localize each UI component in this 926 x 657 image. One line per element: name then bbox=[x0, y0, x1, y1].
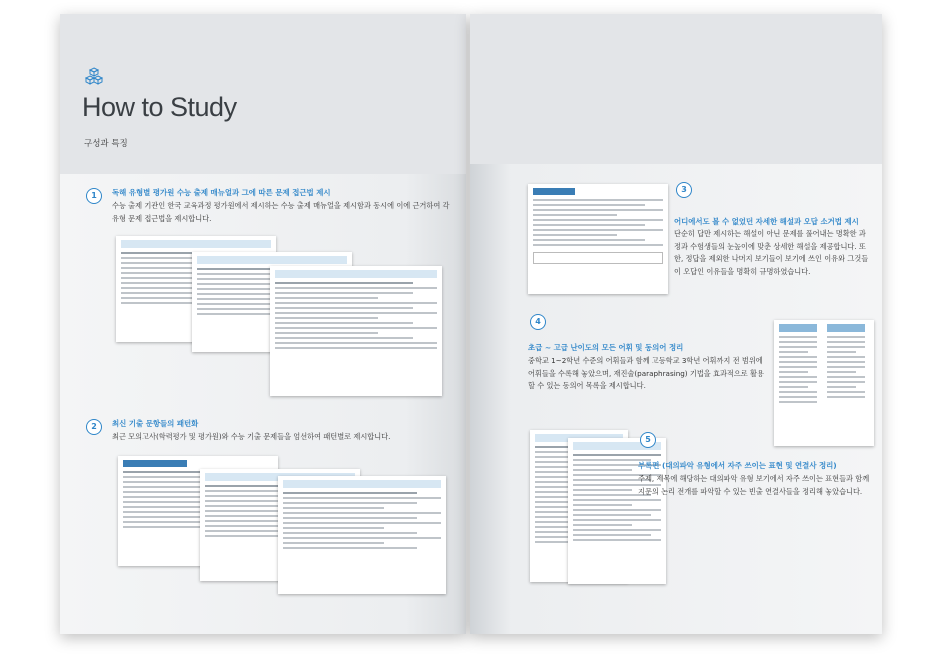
section-4-heading: 초급 ~ 고급 난이도의 모든 어휘 및 동의어 정리 bbox=[528, 343, 684, 352]
stacked-cubes-logo-icon bbox=[84, 66, 104, 92]
section-number-4: 4 bbox=[530, 314, 546, 330]
right-page bbox=[470, 14, 882, 634]
section-5-heading: 부록편 (대의파악 유형에서 자주 쓰이는 표현 및 연결사 정리) bbox=[638, 461, 837, 470]
section-2-body: 최근 모의고사(학력평가 및 평가원)와 수능 기출 문제들을 엄선하여 패턴별로 제시합니다. bbox=[112, 432, 391, 441]
section-number-2: 2 bbox=[86, 419, 102, 435]
section-2-heading: 최신 기출 문항들의 패턴화 bbox=[112, 419, 199, 428]
header-band bbox=[470, 14, 882, 164]
section-number-1: 1 bbox=[86, 188, 102, 204]
page-title: How to Study bbox=[82, 92, 237, 122]
section-1-body: 수능 출제 기관인 한국 교육과정 평가원에서 제시하는 수능 출제 매뉴얼을 제시함과 동시에 이에 근거하여 각 유형 문제 접근법을 제시합니다. bbox=[112, 201, 450, 223]
section-number-5: 5 bbox=[640, 432, 656, 448]
left-page bbox=[60, 14, 466, 634]
sample-sheet bbox=[278, 476, 446, 594]
section-4-body: 중학교 1~2학년 수준의 어휘들과 함께 고등학교 3학년 어휘까지 전 범위에 어휘들을 수록해 놓았으며, 재진술(paraphrasing) 기법을 효과적으로 활용할 수 있는 동의어 목록을 제시합니다. bbox=[528, 356, 764, 391]
sample-sheet bbox=[528, 184, 668, 294]
section-1-heading: 독해 유형별 평가원 수능 출제 매뉴얼과 그에 따른 문제 접근법 제시 bbox=[112, 188, 331, 197]
section-3-heading: 어디에서도 볼 수 없었던 자세한 해설과 오답 소거법 제시 bbox=[674, 217, 859, 226]
section-5-body: 주제, 제목에 해당하는 대의파악 유형 보기에서 자주 쓰이는 표현들과 함께 지문의 논리 전개를 파악할 수 있는 빈출 연결사들을 정리해 놓았습니다. bbox=[638, 474, 870, 496]
sample-sheet bbox=[270, 266, 442, 396]
page-subtitle: 구성과 특징 bbox=[84, 139, 128, 149]
section-number-3: 3 bbox=[676, 182, 692, 198]
section-3-body: 단순히 답만 제시하는 해설이 아닌 문제를 풀어내는 명확한 과정과 수험생들의 눈높이에 맞춘 상세한 해설을 제공합니다. 또한, 정답을 제외한 나머지 보기들이 보기에 쓰인 이유와 그것들이 오답인 이유들을 명확히 규명하였습니다. bbox=[674, 229, 869, 276]
sample-sheet bbox=[774, 320, 874, 446]
